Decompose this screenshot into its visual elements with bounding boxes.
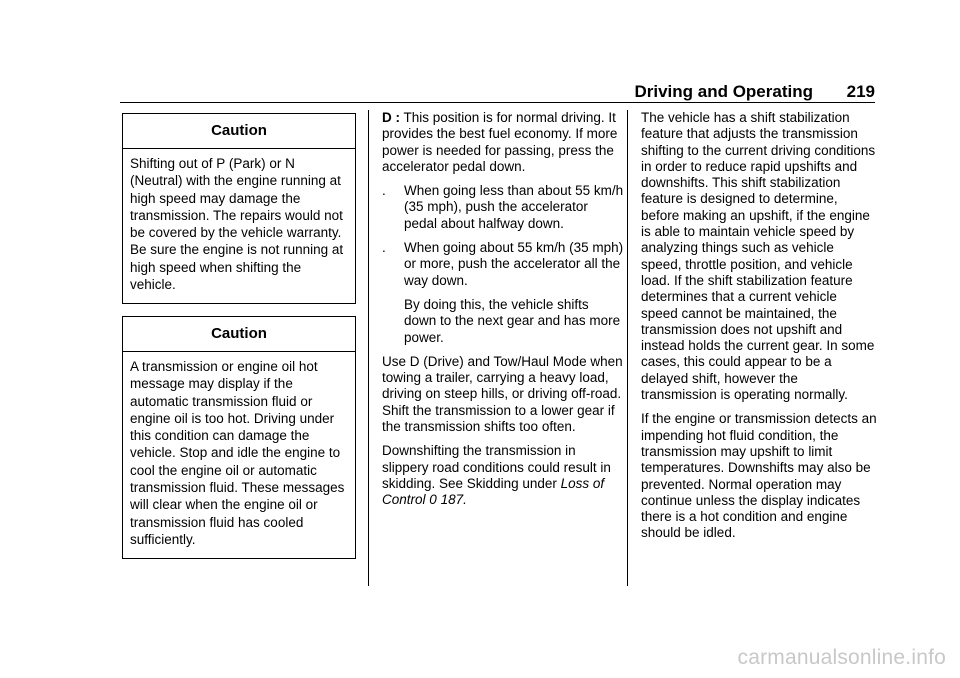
tow-haul-paragraph: Use D (Drive) and Tow/Haul Mode when towing a trailer, carrying a heavy load, driving on steep hills, or driving off-road. Shift the transmission to a lower gear if the transmission shifts too often.: [382, 353, 623, 435]
page-number: 219: [846, 82, 875, 101]
xref-arrow-icon: 0: [429, 492, 437, 508]
drive-paragraph: [382, 110, 624, 175]
section-title: Driving and Operating: [634, 82, 813, 101]
downshift-paragraph: [382, 443, 624, 508]
bullet-marker: .: [382, 240, 386, 256]
right-column: [641, 110, 877, 550]
shift-stabilization-paragraph: The vehicle has a shift stabilization feature that adjusts the transmission shifting to the current driving conditions in order to reduce rapid upshifts and downshifts. This shift stabilization feature is designed to determine, before making an upshift, if the engine is able to maintain vehicle speed by analyzing things such as vehicle speed, throttle position, and vehicle load. If the shift stabilization feature determines that a current vehicle speed cannot be maintained, the transmission does not upshift and instead holds the current gear. In some cases, this could appear to be a delayed shift, however the transmission is operating normally.: [641, 110, 876, 403]
caution-title: Caution: [123, 114, 355, 149]
caution-box-shifting: [122, 113, 356, 304]
caution-body: A transmission or engine oil hot message may display if the automatic transmission fluid or engine oil is too hot. Driving under this condition can damage the vehicle. Stop and idle the engine to cool the engine oil or automatic transmission fluid. These messages will clear when the engine oil or transmission fluid has cooled sufficiently.: [130, 359, 345, 547]
caution-body: Shifting out of P (Park) or N (Neutral) with the engine running at high speed may damage the transmission. The repairs would not be covered by the vehicle warranty. Be sure the engine is not running at high speed when shifting the vehicle.: [130, 156, 344, 293]
column-divider: [368, 110, 369, 586]
column-divider: [627, 110, 628, 586]
drive-label: D :: [382, 110, 400, 125]
middle-column: [382, 110, 624, 517]
list-item: [382, 240, 624, 289]
indented-note: By doing this, the vehicle shifts down to the next gear and has more power.: [404, 296, 621, 345]
page-header: [120, 82, 875, 103]
watermark: carmanualsonline.info: [737, 646, 946, 669]
xref-title: Loss of Control: [382, 475, 605, 508]
bullet-text: When going about 55 km/h (35 mph) or more, push the accelerator all the way down.: [404, 240, 624, 288]
xref-page: 187.: [440, 492, 467, 508]
hot-fluid-paragraph: If the engine or transmission detects an impending hot fluid condition, the transmission may upshift to limit temperatures. Downshifts may also be prevented. Normal operation may continue unless the display indicates there is a hot condition and engine should be idled.: [641, 411, 877, 541]
bullet-text: When going less than about 55 km/h (35 mph), push the accelerator pedal about halfway down.: [404, 183, 624, 231]
drive-text: This position is for normal driving. It provides the best fuel economy. If more power is needed for passing, press the accelerator pedal down.: [382, 110, 618, 174]
caution-title: Caution: [123, 317, 355, 352]
caution-box-hot-fluid: [122, 316, 356, 559]
list-item: [382, 183, 624, 232]
bullet-marker: .: [382, 183, 386, 199]
downshift-text: Downshifting the transmission in slippery road conditions could result in skidding. See Skidding under: [382, 443, 611, 491]
